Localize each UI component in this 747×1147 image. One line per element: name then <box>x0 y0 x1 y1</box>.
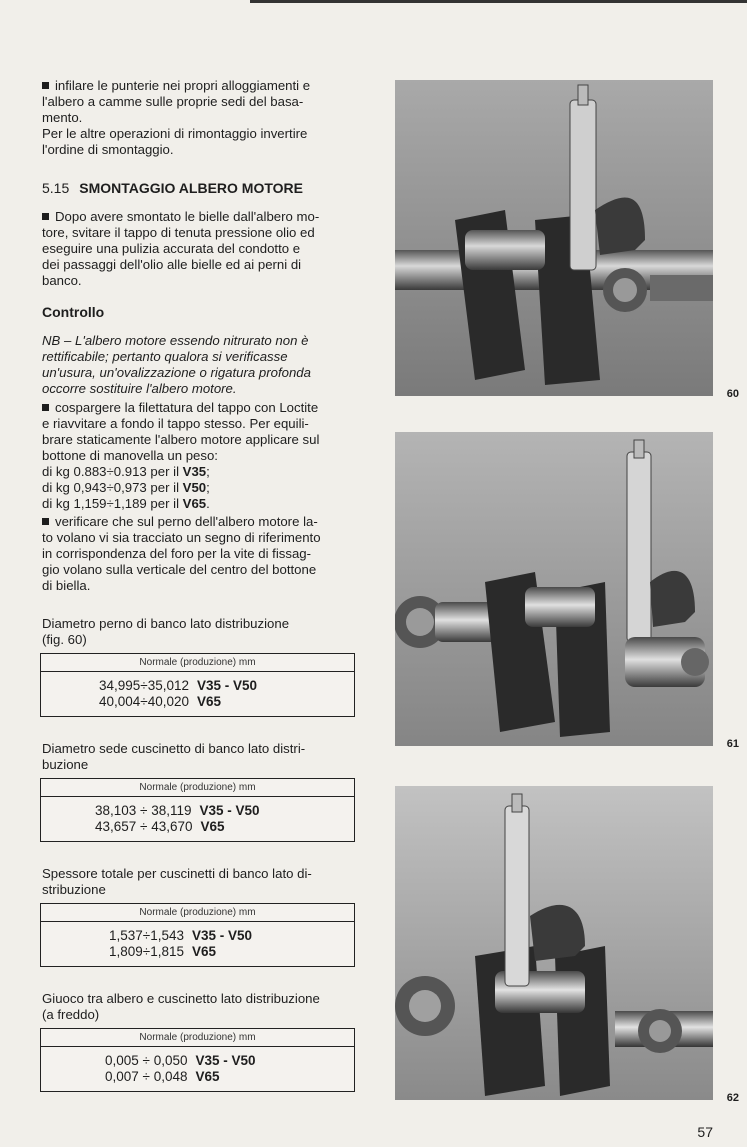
figure-60-photo <box>395 80 713 396</box>
spec-row: 1,809÷1,815 V65 <box>109 944 217 959</box>
figure-number: 61 <box>726 738 739 750</box>
controllo-heading: Controllo <box>42 304 105 320</box>
crankshaft-micrometer-photo <box>395 432 713 746</box>
spec-row: 0,007 ÷ 0,048 V65 <box>105 1069 220 1084</box>
spec-caption-3: Spessore totale per cuscinetti di banco lato di- stribuzione <box>42 866 312 897</box>
section-heading: 5.15 SMONTAGGIO ALBERO MOTORE <box>42 180 303 196</box>
crankshaft-micrometer-photo <box>395 786 713 1100</box>
spec-row: 38,103 ÷ 38,119 V35 - V50 <box>95 803 260 818</box>
page-number: 57 <box>697 1124 713 1140</box>
figure-number: 60 <box>726 388 739 400</box>
nb-note: NB – L'albero motore essendo nitrurato non è rettificabile; pertanto qualora si verificasse un'usura, un'ovalizzazione o rigatura profonda occorre sostituire l'albero motore. <box>42 333 311 396</box>
spec-row: 40,004÷40,020 V65 <box>99 694 222 709</box>
spec-table-2 <box>40 778 355 842</box>
figure-number: 62 <box>726 1092 739 1104</box>
bullet-icon <box>42 82 49 89</box>
bullet-icon <box>42 404 49 411</box>
spec-row: 1,537÷1,543 V35 - V50 <box>109 928 253 943</box>
spec-row: 43,657 ÷ 43,670 V65 <box>95 819 225 834</box>
spec-row: 34,995÷35,012 V35 - V50 <box>99 678 258 693</box>
spec-table-header: Normale (produzione) mm <box>41 779 354 797</box>
intro-paragraph: infilare le punterie nei propri alloggiamenti e l'albero a camme sulle proprie sedi del basa- mento. Per le altre operazioni di rimontaggio invertire l'ordine di smontaggio. <box>42 78 311 157</box>
spec-row: 0,005 ÷ 0,050 V35 - V50 <box>105 1053 256 1068</box>
spec-table-header: Normale (produzione) mm <box>41 1029 354 1047</box>
top-rule <box>250 0 747 3</box>
weight-v50: di kg 0,943÷0,973 per il V50; <box>42 480 210 495</box>
reference-mark-paragraph: verificare che sul perno dell'albero motore la- to volano vi sia tracciato un segno di riferimento in corrispondenza del foro per la vite di fissag- gio volano sulla verticale del centro del bottone di biella. <box>42 514 321 593</box>
spec-table-header: Normale (produzione) mm <box>41 904 354 922</box>
spec-table-1 <box>40 653 355 717</box>
figure-61-photo <box>395 432 713 746</box>
dismantle-paragraph: Dopo avere smontato le bielle dall'albero mo- tore, svitare il tappo di tenuta pressione olio ed eseguire una pulizia accurata del condotto e dei passaggi dell'olio alle bielle ed ai perni di banco. <box>42 209 320 288</box>
spec-table-4 <box>40 1028 355 1092</box>
spec-caption-2: Diametro sede cuscinetto di banco lato distri- buzione <box>42 741 306 772</box>
spec-caption-4: Giuoco tra albero e cuscinetto lato distribuzione (a freddo) <box>42 991 320 1022</box>
weight-v65: di kg 1,159÷1,189 per il V65. <box>42 496 210 511</box>
bullet-icon <box>42 213 49 220</box>
bullet-icon <box>42 518 49 525</box>
spec-table-3 <box>40 903 355 967</box>
figure-62-photo <box>395 786 713 1100</box>
loctite-paragraph: cospargere la filettatura del tappo con Loctite e riavvitare a fondo il tappo stesso. Per equili- brare staticamente l'albero motore applicare sul bottone di manovella un peso: di kg 0.883÷0.913 per il V35; di kg 0,943÷0,973 per il V50; di kg 1,159÷1,189 per il V65. <box>42 400 356 512</box>
spec-caption-1: Diametro perno di banco lato distribuzione (fig. 60) <box>42 616 290 647</box>
crankshaft-micrometer-photo <box>395 80 713 396</box>
spec-table-header: Normale (produzione) mm <box>41 654 354 672</box>
weight-v35: di kg 0.883÷0.913 per il V35; <box>42 464 210 479</box>
